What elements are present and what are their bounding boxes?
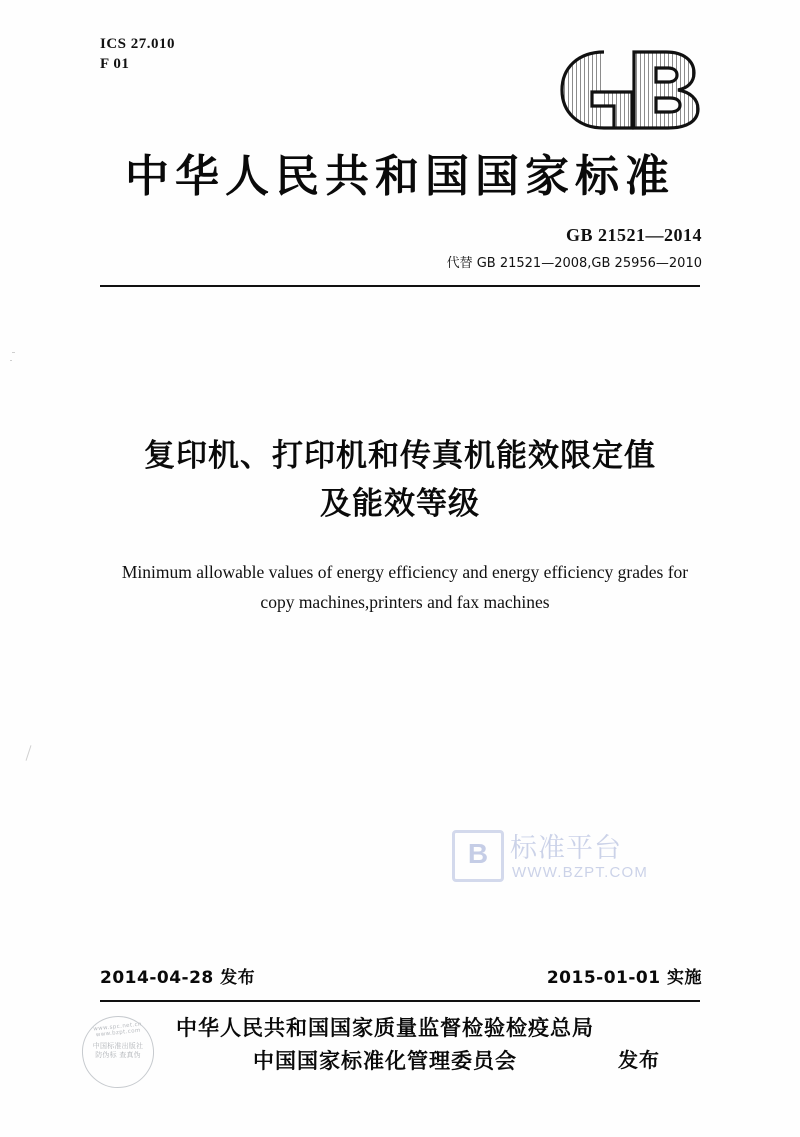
replaced-standards: 代替 GB 21521—2008,GB 25956—2010	[446, 256, 702, 271]
implementation-date: 2015-01-01 实施	[546, 968, 702, 988]
scan-artifact	[10, 360, 12, 361]
watermark-badge-icon: B	[452, 830, 504, 882]
issuing-authority-1: 中华人民共和国国家质量监督检验检疫总局	[176, 1016, 594, 1040]
document-title-en-line2: copy machines,printers and fax machines	[260, 592, 550, 612]
scan-artifact	[26, 745, 32, 761]
scan-artifact	[12, 352, 15, 353]
seal-text-line1: 中国标准出版社	[92, 1042, 144, 1050]
document-title-cn-line2: 及能效等级	[320, 486, 480, 522]
anti-counterfeit-seal-icon	[82, 1016, 154, 1088]
watermark	[452, 826, 712, 892]
header-divider	[100, 285, 700, 287]
issue-date: 2014-04-28 发布	[100, 968, 256, 988]
issue-label: 发布	[618, 1048, 660, 1072]
watermark-text: 标准平台	[510, 833, 622, 864]
document-title-cn	[100, 432, 700, 528]
ics-code: ICS 27.010	[100, 36, 176, 52]
seal-text	[82, 1042, 154, 1060]
document-title-en-line1: Minimum allowable values of energy efficiency and energy efficiency grades for	[121, 562, 689, 582]
gb-logo-icon	[548, 40, 708, 140]
seal-arc-text: www.spc.net.cn www.bzpt.com	[93, 1021, 143, 1039]
issuing-authority-2: 中国国家标准化管理委员会	[253, 1049, 517, 1073]
ics-block	[100, 34, 175, 74]
document-title-en	[100, 557, 710, 617]
document-title-cn-line1: 复印机、打印机和传真机能效限定值	[144, 438, 656, 474]
issuing-authorities	[150, 1012, 620, 1078]
standard-number: GB 21521—2014	[565, 225, 702, 245]
national-standard-title: 中华人民共和国国家标准	[125, 151, 675, 202]
watermark-url: WWW.BZPT.COM	[512, 864, 649, 881]
standard-number-block	[447, 225, 702, 271]
footer-divider	[100, 1000, 700, 1002]
classification-code: F 01	[100, 56, 130, 72]
seal-text-line2: 防伪标 查真伪	[95, 1051, 141, 1059]
